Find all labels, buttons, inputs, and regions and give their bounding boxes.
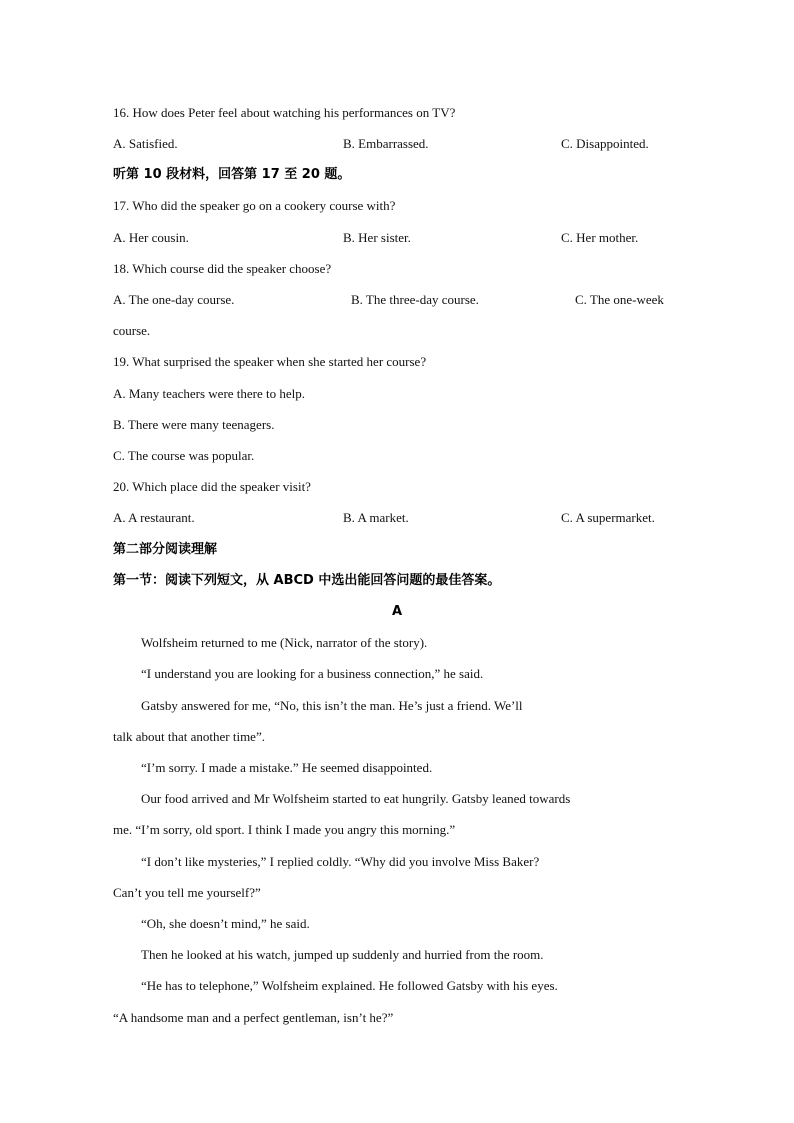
passage-line: Gatsby answered for me, “No, this isn’t the man. He’s just a friend. We’ll: [141, 698, 523, 713]
q18-option-c: C. The one-week: [575, 292, 664, 307]
passage-line: “I understand you are looking for a business connection,” he said.: [141, 666, 484, 681]
q18-option-c-continued: course.: [113, 323, 151, 338]
q17-option-b: B. Her sister.: [343, 230, 411, 245]
section-1-heading: 第一节：阅读下列短文，从 ABCD 中选出能回答问题的最佳答案。: [113, 573, 501, 588]
q19-option-c: C. The course was popular.: [113, 448, 255, 463]
q17-option-a: A. Her cousin.: [113, 230, 189, 245]
passage-line: talk about that another time”.: [113, 729, 265, 744]
q18-option-a: A. The one-day course.: [113, 292, 235, 307]
passage-line: Then he looked at his watch, jumped up suddenly and hurried from the room.: [141, 947, 544, 962]
q20-option-b: B. A market.: [343, 510, 409, 525]
passage-line: “A handsome man and a perfect gentleman, isn’t he?”: [113, 1010, 394, 1025]
question-16: 16. How does Peter feel about watching his performances on TV?: [113, 105, 456, 120]
q18-option-b: B. The three-day course.: [351, 292, 479, 307]
passage-line: “I don’t like mysteries,” I replied coldly. “Why did you involve Miss Baker?: [141, 854, 540, 869]
passage-line: me. “I’m sorry, old sport. I think I made you angry this morning.”: [113, 822, 456, 837]
q20-option-c: C. A supermarket.: [561, 510, 655, 525]
q16-option-a: A. Satisfied.: [113, 136, 178, 151]
passage-label: A: [391, 604, 403, 619]
question-19: 19. What surprised the speaker when she started her course?: [113, 354, 427, 369]
question-18: 18. Which course did the speaker choose?: [113, 261, 332, 276]
q19-option-a: A. Many teachers were there to help.: [113, 386, 306, 401]
part-2-heading: 第二部分阅读理解: [113, 542, 218, 557]
passage-line: Our food arrived and Mr Wolfsheim started to eat hungrily. Gatsby leaned towards: [141, 791, 571, 806]
passage-line: Can’t you tell me yourself?”: [113, 885, 261, 900]
section-10-heading: 听第 10 段材料，回答第 17 至 20 题。: [113, 167, 351, 182]
passage-line: “I’m sorry. I made a mistake.” He seemed disappointed.: [141, 760, 433, 775]
passage-line: “Oh, she doesn’t mind,” he said.: [141, 916, 310, 931]
question-20: 20. Which place did the speaker visit?: [113, 479, 311, 494]
question-17: 17. Who did the speaker go on a cookery course with?: [113, 198, 396, 213]
q19-option-b: B. There were many teenagers.: [113, 417, 275, 432]
passage-line: “He has to telephone,” Wolfsheim explained. He followed Gatsby with his eyes.: [141, 978, 558, 993]
q20-option-a: A. A restaurant.: [113, 510, 195, 525]
q17-option-c: C. Her mother.: [561, 230, 639, 245]
passage-line: Wolfsheim returned to me (Nick, narrator of the story).: [141, 635, 428, 650]
q16-option-b: B. Embarrassed.: [343, 136, 429, 151]
q16-option-c: C. Disappointed.: [561, 136, 649, 151]
